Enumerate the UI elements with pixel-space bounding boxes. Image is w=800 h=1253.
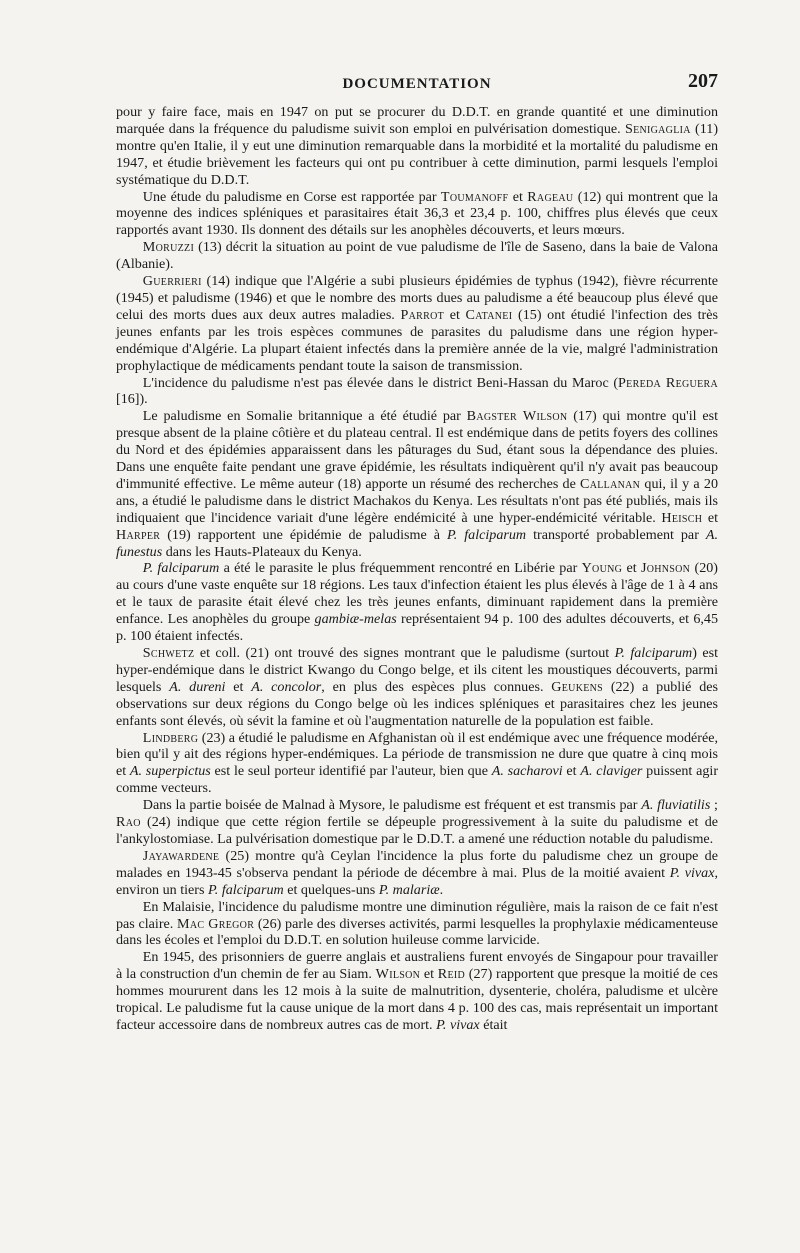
author-name: Callanan bbox=[580, 475, 641, 492]
text-run: (24) indique que cette région fertile se dépeuple progressivement à la suite du paludisme et de l'ankylostomiase. La pulvérisation domestique par le D.D.T. a amené une réduction notable du paludisme. bbox=[116, 814, 718, 847]
text-run: (19) rapportent une épidémie de paludisme à bbox=[160, 526, 447, 543]
species-name: P. malariæ bbox=[378, 881, 440, 898]
paragraph bbox=[116, 104, 718, 189]
text-run: et coll. (21) ont trouvé des signes montrant que le paludisme (surtout bbox=[194, 645, 615, 661]
text-run: (23) a étudié le paludisme en Afghanistan où il est endémique avec une fréquence modérée, bien qu'il y ait des régions hyper-endémiques. La période de transmission ne dure que quatre à cinq mois et bbox=[116, 729, 718, 780]
author-name: Parrot bbox=[400, 306, 445, 323]
species-name: A. claviger bbox=[580, 763, 643, 780]
species-name: A. concolor bbox=[251, 678, 322, 695]
text-run: représentaient 94 p. 100 des adultes découverts, et 6,45 p. 100 étaient infectés. bbox=[116, 611, 719, 645]
text-run: transporté probablement par bbox=[526, 526, 706, 543]
paragraph bbox=[116, 239, 718, 273]
author-name: Catanei bbox=[465, 306, 513, 323]
text-run: En 1945, des prisonniers de guerre anglais et australiens furent envoyés de Singapour pour travailler à la construction d'un chemin de fer au Siam. bbox=[116, 949, 718, 983]
text-run: (22) a publié des observations sur deux régions du Congo belge où les indices spléniques et parasitaires chez les jeunes enfants sont élevés, où sévit la famine et où l'augmentation naturelle de la population est faible. bbox=[116, 678, 718, 729]
body-text bbox=[116, 104, 718, 1034]
paragraph bbox=[116, 273, 718, 374]
species-name: A. superpictus bbox=[129, 763, 211, 780]
author-name: Johnson bbox=[640, 560, 691, 577]
text-run: pour y faire face, mais en 1947 on put se procurer du D.D.T. en grande quantité et une diminution marquée dans la fréquence du paludisme suivit son emploi en pulvérisation domestique. bbox=[116, 104, 718, 137]
author-name: Young bbox=[581, 560, 623, 577]
text-run: En Malaisie, l'incidence du paludisme montre une diminution régulière, mais la raison de ce fait n'est pas claire. bbox=[116, 898, 718, 932]
text-run: , en plus des espèces plus connues. bbox=[321, 678, 552, 695]
paragraph bbox=[116, 408, 718, 560]
text-run: (27) rapportent que presque la moitié de ces hommes moururent dans les 12 mois à la suite de malnutrition, dysenterie, choléra, paludisme et ulcère tropical. Le paludisme fut la cause unique de la mort dans 4 p. 100 des cas, mais représentait un important facteur accessoire dans de nombreux autres cas de mort. bbox=[116, 966, 718, 1033]
text-run: , environ un tiers bbox=[116, 864, 718, 898]
species-name: P. falciparum bbox=[207, 881, 284, 898]
author-name: Senigaglia bbox=[624, 120, 691, 137]
author-name: Mac Gregor bbox=[176, 915, 255, 932]
species-name: P. vivax bbox=[436, 1016, 480, 1033]
species-name: A. sacharovi bbox=[491, 763, 563, 780]
species-name: gambiæ-melas bbox=[314, 611, 397, 628]
paragraph bbox=[116, 848, 718, 899]
text-run: (17) qui montre qu'il est presque absent de la plaine côtière et du plateau central. Il est endémique dans de petits foyers des collines du Nord et des épidémies apparaissent dans les pâturages du Sud, étant sous la dépendance des pluies. Dans une enquête faite pendant une grave épidémie, les résultats indiquèrent qu'il n'y avait pas beaucoup d'immunité effective. Le même auteur (18) apporte un résumé des recherches de bbox=[116, 408, 718, 492]
author-name: Rageau bbox=[527, 188, 574, 205]
text-run: (15) ont étudié l'infection des très jeunes enfants par les trois espèces communes de parasites du paludisme dans une région hyper-endémique d'Algérie. La plupart étaient infectés dans la première année de la vie, malgré l'administration prophylactique de médicaments pendant toute la saison de transmission. bbox=[116, 306, 718, 374]
text-run: (13) décrit la situation au point de vue paludisme de l'île de Saseno, dans la baie de Valona (Albanie). bbox=[116, 239, 718, 273]
author-name: Heisch bbox=[661, 509, 703, 526]
page-number: 207 bbox=[688, 70, 718, 92]
paragraph bbox=[116, 797, 718, 848]
author-name: Reid bbox=[437, 966, 466, 983]
species-name: P. vivax bbox=[669, 864, 715, 881]
text-run: et bbox=[702, 509, 718, 526]
author-name: Lindberg bbox=[142, 729, 199, 746]
author-name: Geukens bbox=[551, 678, 604, 695]
text-run: ; bbox=[710, 797, 718, 814]
text-run: est le seul porteur identifié par l'auteur, bien que bbox=[210, 763, 492, 780]
running-head-title: DOCUMENTATION bbox=[342, 76, 492, 92]
paragraph bbox=[116, 189, 718, 240]
paragraph bbox=[116, 899, 718, 950]
text-run: L'incidence du paludisme n'est pas élevée dans le district Beni-Hassan du Maroc ( bbox=[142, 374, 619, 391]
author-name: Pereda Reguera bbox=[618, 374, 718, 391]
author-name: Jayawardene bbox=[142, 847, 220, 864]
running-head bbox=[116, 70, 718, 104]
author-name: Moruzzi bbox=[142, 239, 195, 256]
text-run: et bbox=[225, 678, 252, 695]
species-name: A. dureni bbox=[169, 678, 226, 695]
text-run: (26) parle des diverses activités, parmi lesquelles la prophylaxie médicamenteuse dans les écoles et l'emploi du D.D.T. en solution huileuse comme larvicide. bbox=[116, 915, 718, 949]
text-run: était bbox=[479, 1016, 508, 1033]
text-run: et bbox=[444, 306, 466, 323]
text-run: (14) indique que l'Algérie a subi plusieurs épidémies de typhus (1942), fièvre récurrente (1945) et paludisme (1946) et que le nombre des morts dues au paludisme a été beaucoup plus élevé que celui des morts dues aux deux autres maladies. bbox=[116, 273, 718, 323]
species-name: P. falciparum bbox=[446, 526, 527, 543]
author-name: Harper bbox=[116, 526, 161, 543]
author-name: Bagster Wilson bbox=[466, 408, 568, 425]
text-run: Dans la partie boisée de Malnad à Mysore, le paludisme est fréquent et est transmis par bbox=[142, 797, 642, 814]
text-run: puissent agir comme vecteurs. bbox=[116, 763, 719, 797]
species-name: P. falciparum bbox=[614, 645, 693, 661]
author-name: Guerrieri bbox=[142, 273, 202, 290]
text-run: et bbox=[420, 966, 438, 983]
text-run: (12) qui montrent que la moyenne des indices spléniques et parasitaires était 36,3 et 23,4 p. 100, chiffres plus élevés que ceux rapportés avant 1930. Ils donnent des détails sur les anophèles découverts, et leurs mœurs. bbox=[116, 188, 719, 239]
text-run: dans les Hauts-Plateaux du Kenya. bbox=[162, 543, 362, 560]
author-name: Wilson bbox=[375, 966, 421, 983]
author-name: Rao bbox=[116, 814, 141, 831]
paragraph bbox=[116, 645, 718, 730]
text-run: (11) montre qu'en Italie, il y eut une diminution remarquable dans la morbidité et la mortalité du paludisme en 1947, et étudie brièvement les facteurs qui ont pu contribuer à cette diminution, parmi lesquels l'emploi systématique du D.D.T. bbox=[116, 120, 719, 188]
text-run: [16]). bbox=[116, 391, 148, 408]
text-run: et bbox=[562, 763, 581, 780]
text-run: et quelques-uns bbox=[283, 881, 379, 898]
text-run: qui, il y a 20 ans, a étudié le paludisme dans le district Machakos du Kenya. Les résultats n'ont pas été publiés, mais ils indiquaient que l'incidence variait d'une légère endémicité à une hyper-endémicité véritable. bbox=[116, 475, 718, 526]
text-run: a été le parasite le plus fréquemment rencontré en Libérie par bbox=[219, 560, 582, 577]
text-run: et bbox=[508, 188, 528, 205]
text-run: Une étude du paludisme en Corse est rapportée par bbox=[142, 188, 441, 205]
paragraph bbox=[116, 375, 718, 409]
text-run: (20) au cours d'une vaste enquête sur 18 régions. Les taux d'infection étaient les plus élevés à l'âge de 1 à 4 ans et le taux de parasite était élevé chez les très jeunes enfants, diminuant rapidement dans la première enfance. Les anophèles du groupe bbox=[116, 560, 718, 628]
species-name: A. funestus bbox=[116, 526, 719, 560]
text-run: . bbox=[439, 881, 444, 898]
paragraph bbox=[116, 560, 718, 645]
author-name: Toumanoff bbox=[440, 188, 509, 205]
species-name: A. fluviatilis bbox=[641, 797, 711, 814]
author-name: Schwetz bbox=[142, 645, 195, 661]
paragraph bbox=[116, 730, 718, 798]
text-run: Le paludisme en Somalie britannique a été étudié par bbox=[142, 408, 467, 425]
text-run: ) est hyper-endémique dans le district Kwango du Congo belge, et ils citent les moustiques découverts, parmi lesquels bbox=[116, 645, 718, 695]
paragraph bbox=[116, 949, 718, 1034]
species-name: P. falciparum bbox=[142, 560, 220, 577]
text-run: (25) montre qu'à Ceylan l'incidence la plus forte du paludisme chez un groupe de malades en 1943-45 s'observa pendant la période de décembre à mai. Plus de la moitié avaient bbox=[116, 847, 718, 881]
text-run: et bbox=[622, 560, 641, 577]
